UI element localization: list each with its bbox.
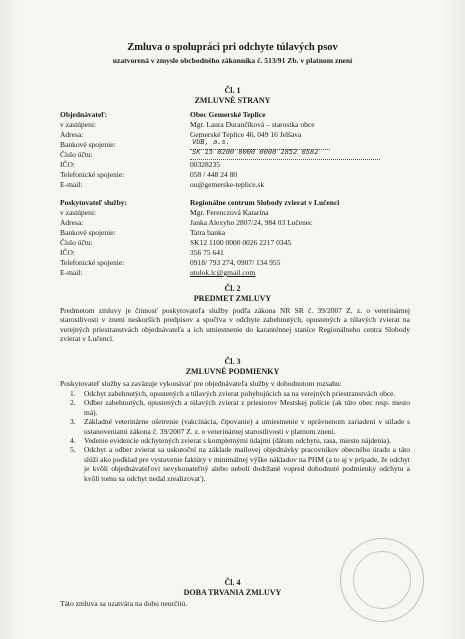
objednavatel-label: Objednávateľ: xyxy=(60,110,108,119)
list-item xyxy=(70,389,410,398)
posk-field-value: 356 75 641 xyxy=(190,248,224,257)
obj-field-label: IČO: xyxy=(60,160,75,169)
list-item xyxy=(70,398,410,417)
posk-field-value: Janka Alexyho 2807/24, 984 03 Lučenec xyxy=(190,218,313,227)
list-item-number: 3. xyxy=(70,417,76,427)
obj-field-label: v zastúpení: xyxy=(60,120,97,129)
obj-field-label: E-mail: xyxy=(60,180,83,189)
posk-field-label: IČO: xyxy=(60,248,75,257)
art4-heading: Čl. 4 xyxy=(224,578,241,587)
obj-field-value: Mgr. Laura Durančíková – starostka obce xyxy=(190,120,315,129)
posk-field-label: Telefonické spojenie: xyxy=(60,258,125,267)
official-stamp xyxy=(340,538,424,622)
list-item-text: Odber zabehnutých, opustených a túlavých zvierat z priestorov Mestskej polície (ak túto obec resp. mesto má). xyxy=(84,398,410,417)
posk-field-value: 0918/ 793 274, 0907/ 134 955 xyxy=(190,258,281,267)
obj-field-label: Telefonické spojenie: xyxy=(60,170,125,179)
obj-field-label: Číslo účtu: xyxy=(60,150,93,159)
obj-field-label: Adresa: xyxy=(60,130,84,139)
art3-title: ZMLUVNÉ PODMIENKY xyxy=(185,367,280,376)
art1-title: ZMLUVNÉ STRANY xyxy=(194,96,271,105)
list-item-number: 4. xyxy=(70,436,76,446)
list-item xyxy=(70,417,410,436)
art3-intro: Poskytovateľ služby sa zaväzuje vykonávať pre objednávateľa služby v dohodnutom rozsahu: xyxy=(60,379,342,388)
art2-heading: Čl. 2 xyxy=(224,284,241,293)
list-item xyxy=(70,436,410,445)
obj-field-label: Bankové spojenie: xyxy=(60,140,116,149)
document-subtitle: uzatvorená v zmysle obchodného zákonníka č. 513/91 Zb. v platnom znení xyxy=(112,56,353,65)
obj-field-value: ou@gemerske-teplice.sk xyxy=(190,180,265,189)
posk-field-label: E-mail: xyxy=(60,268,83,277)
posk-field-label: Adresa: xyxy=(60,218,84,227)
posk-email-link[interactable]: utulok.lc@gmail.com xyxy=(190,268,256,277)
art3-list xyxy=(70,389,410,483)
obj-field-value: Gemerské Teplice 46, 049 16 Jelšava xyxy=(190,130,302,139)
obj-account-handwritten: SK 15 0200 0000 0000 2852 0582 xyxy=(192,148,319,156)
art1-heading: Čl. 1 xyxy=(224,86,241,95)
posk-field-label: Číslo účtu: xyxy=(60,238,93,247)
posk-field-label: v zastúpení: xyxy=(60,208,97,217)
list-item-number: 1. xyxy=(70,389,76,398)
posk-field-value: SK12 1100 0000 0026 2217 0345 xyxy=(190,238,292,247)
list-item-number: 2. xyxy=(70,398,76,408)
posk-field-value: Mgr. Ferenczová Katarína xyxy=(190,208,269,217)
art4-text: Táto zmluva sa uzatvára na dobu neurčitú. xyxy=(60,599,188,608)
art2-title: PREDMET ZMLUVY xyxy=(193,294,272,303)
posk-field-value: Tatra banka xyxy=(190,228,226,237)
poskytovatel-name: Regionálne centrum Slobody zvierat v Lučenci xyxy=(190,198,340,207)
art4-title: DOBA TRVANIA ZMLUVY xyxy=(183,588,282,597)
obj-field-value: 00328235 xyxy=(190,160,220,169)
list-item-text: Odchyt zabehnutých, opustených a túlavých zvierat pohybujúcich sa na verejných priestranstvách obce. xyxy=(84,389,396,398)
posk-field-label: Bankové spojenie: xyxy=(60,228,116,237)
objednavatel-name: Obec Gemerské Teplice xyxy=(190,110,266,119)
obj-field-value: 058 / 448 24 80 xyxy=(190,170,238,179)
list-item xyxy=(70,445,410,483)
obj-bank-handwritten: VÚB, a.s. xyxy=(192,138,230,146)
art3-heading: Čl. 3 xyxy=(224,357,241,366)
document-title: Zmluva o spolupráci pri odchyte túlavých psov xyxy=(127,42,338,53)
list-item-text: Odchyt a odber zvierat sa uskutoční na základe mailovej objednávky pracovníkov obecného úradu a táto slúži ako podklad pre vystavenie faktúry v minimálnej výške nákladov na PHM (a to aj v prípade, že odchyt je kvôli objednávateľovi nevykonateľný alebo nebolí dodržané vopred dohodnuté podmienky odchytu a kvôli tomu sa odchyt nedal zrealizovať). xyxy=(84,445,410,483)
list-item-number: 5. xyxy=(70,445,76,455)
poskytovatel-label: Poskytovateľ služby: xyxy=(60,198,128,207)
list-item-text: Vedenie evidencie odchytených zvierat s kompletnými údajmi (dátum odchytu, rasa, miesto nájdenia). xyxy=(84,436,391,446)
list-item-text: Základné veterinárne ošetrenie (vakcinácia, čipovanie) a umiestnenie v oprávnenom zariadení v súlade s ustanoveniami zákona č. 39/2007 Z. z. o veterinárnej starostlivosti v platnom znení. xyxy=(84,417,410,436)
art2-text: Predmetom zmluvy je činnosť poskytovateľa služby podľa zákona NR SR č. 39/2007 Z. z. o veterinárnej starostlivosti v znení neskorších predpisov a spočíva v odchyte zabehnutých, opustených a túlavých zvierat na verejných priestranstvách objednávateľa a ich umiestnenie do karanténnej stanice Regionálneho centra Slobody zvierat v Lučenci. xyxy=(60,306,410,344)
